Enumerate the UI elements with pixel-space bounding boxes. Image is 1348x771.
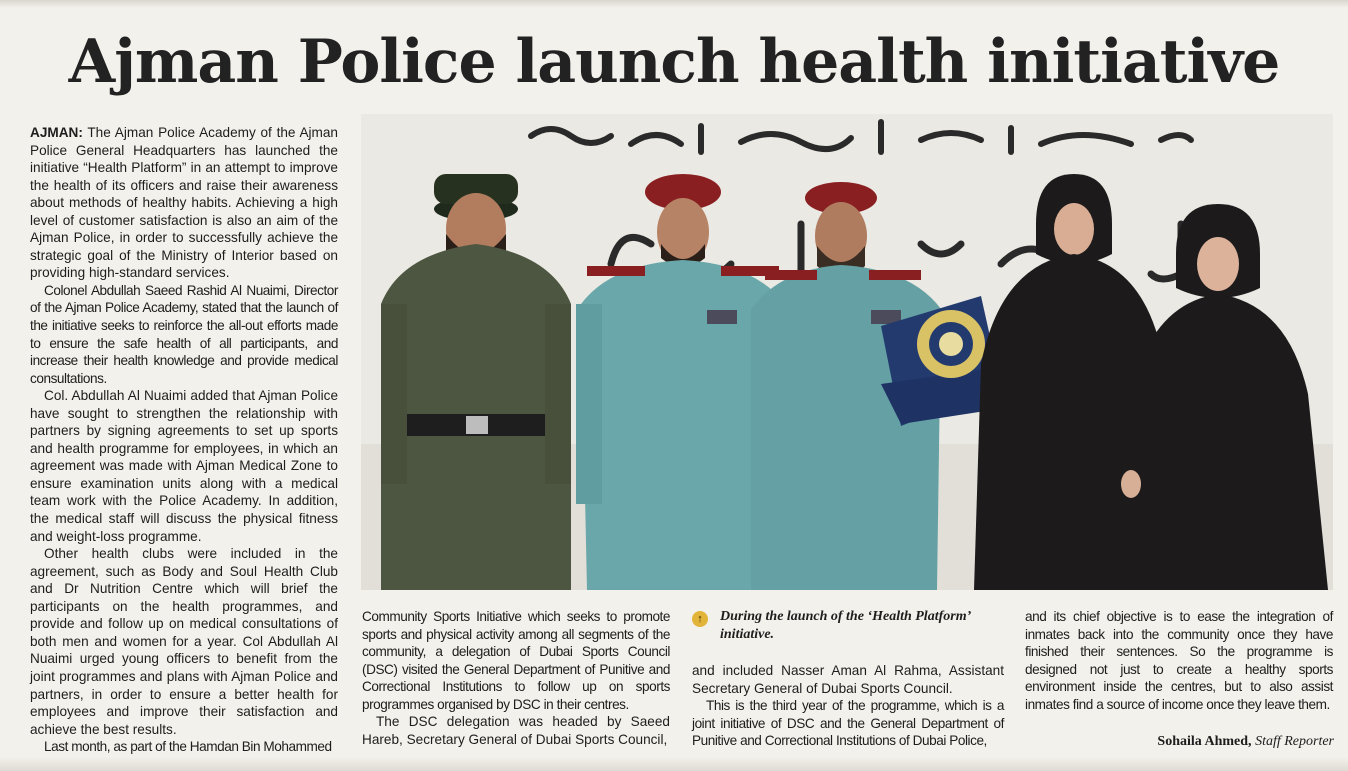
- article-column-4: [1025, 608, 1333, 713]
- paragraph: This is the third year of the programme, which is a joint initiative of DSC and the General Department of Punitive and Correctional Institutions of Dubai Police,: [692, 698, 1004, 749]
- page-bottom-edge: [0, 757, 1348, 771]
- byline: [1157, 733, 1334, 751]
- article-column-1: [30, 124, 338, 756]
- photo-caption: During the launch of the ‘Health Platform’ initiative.: [720, 609, 971, 642]
- paragraph: Other health clubs were included in the agreement, such as Body and Soul Health Club and Dr Nutrition Centre which will brief the participants on the health programmes, and provide and follow up on medical consultations of both men and women for a year. Col Abdullah Al Nuaimi urged young officers to benefit from the joint programmes and plans with Ajman Police and partners, in order to ensure a better health for employees and improve their satisfaction and achieve the best results.: [30, 546, 338, 737]
- paragraph: The DSC delegation was headed by Saeed Hareb, Secretary General of Dubai Sports Council,: [362, 714, 670, 747]
- caption-arrow-icon: ↑: [692, 611, 708, 627]
- byline-name: Sohaila Ahmed,: [1157, 734, 1252, 749]
- paragraph: Last month, as part of the Hamdan Bin Mohammed: [44, 739, 332, 755]
- dateline: AJMAN:: [30, 125, 83, 140]
- page-top-edge: [0, 0, 1348, 8]
- paragraph: AJMAN: The Ajman Police Academy of the Ajman Police General Headquarters has launched the initiative “Health Platform” in an attempt to improve the health of its officers and raise their awareness about methods of healthy habits. Achieving a high level of customer satisfaction is also an aim of the Ajman Police, in order to successfully achieve the strategic goal of the Ministry of Interior based on providing high-standard services.: [30, 125, 338, 281]
- headline: Ajman Police launch health initiative: [68, 27, 1280, 97]
- paragraph: and included Nasser Aman Al Rahma, Assistant Secretary General of Dubai Sports Council.: [692, 663, 1004, 696]
- paragraph: Col. Abdullah Al Nuaimi added that Ajman Police have sought to strengthen the relationship with partners by signing agreements to set up sports and health programme for employees, in which an agreement was made with Ajman Medical Zone to ensure examination units along with a medical team work with the Police Academy. In addition, the medical staff will discuss the physical fitness and weight-loss programme.: [30, 388, 338, 544]
- article-column-2: [362, 608, 670, 748]
- article-column-3: [692, 662, 1004, 750]
- byline-role: Staff Reporter: [1255, 734, 1334, 749]
- paragraph: Colonel Abdullah Saeed Rashid Al Nuaimi, Director of the Ajman Police Academy, stated that the launch of the initiative seeks to reinforce the all-out efforts made to ensure the safe health of all participants, and increase their health knowledge and provide medical consultations.: [30, 282, 338, 386]
- paragraph: and its chief objective is to ease the integration of inmates back into the community once they have finished their sentences. So the programme is designed not just to create a healthy sports environment inside the centres, but to also assist inmates find a source of income once they leave them.: [1025, 609, 1333, 712]
- photo-officers-award-ceremony: [361, 114, 1333, 590]
- paragraph: Community Sports Initiative which seeks to promote sports and physical activity among all segments of the community, a delegation of Dubai Sports Council (DSC) visited the General Department of Punitive and Correctional Institutions to follow up on sports programmes organised by DSC in their centres.: [362, 609, 670, 712]
